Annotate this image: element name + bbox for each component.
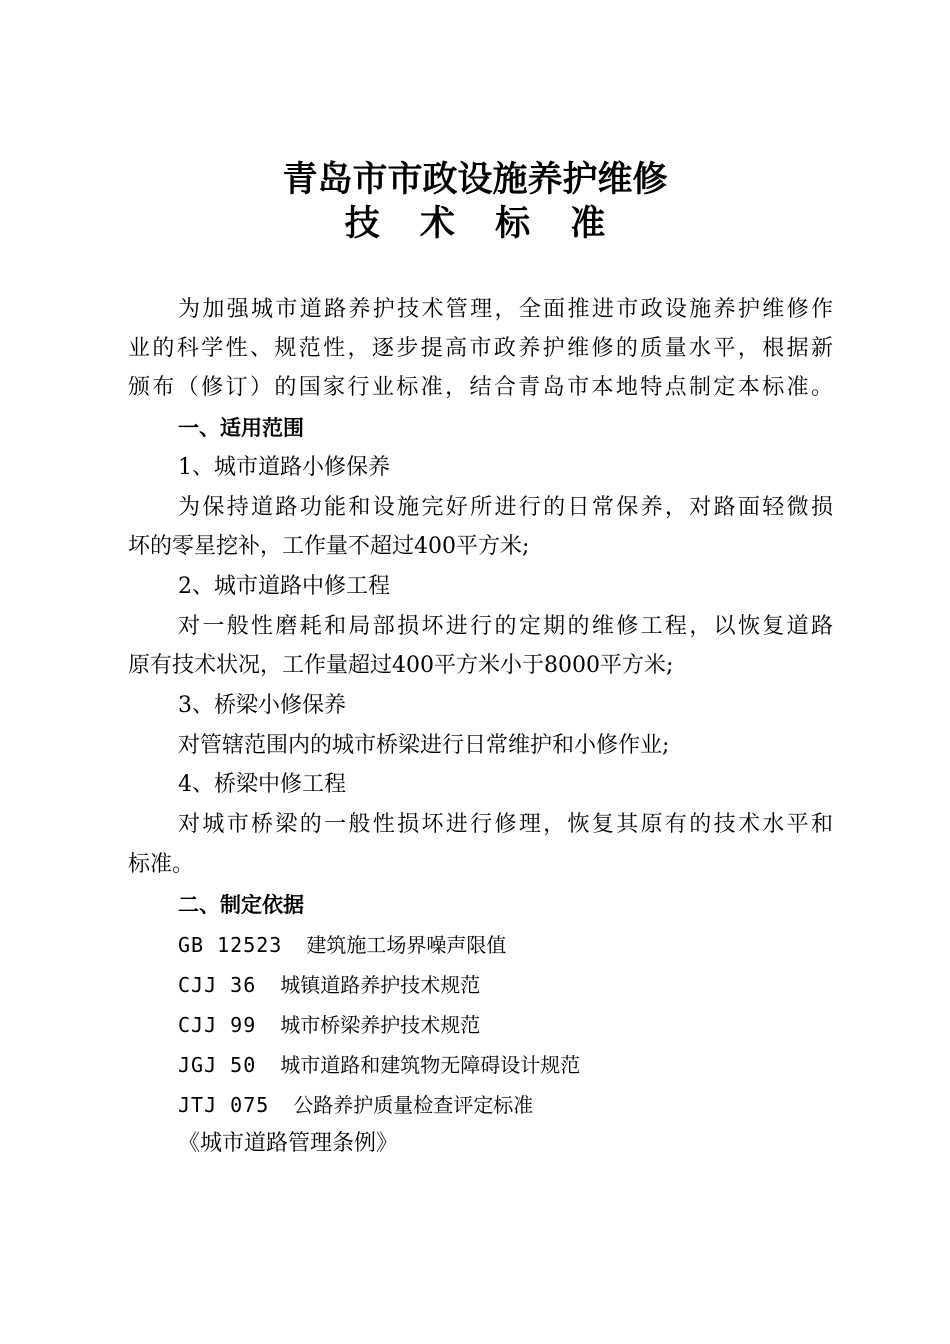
reference-code: CJJ 36 [178,973,257,997]
section-1-heading: 一、适用范围 [178,416,304,440]
reference-code: GB 12523 [178,933,283,957]
reference-name: 城市道路和建筑物无障碍设计规范 [280,1053,581,1077]
document-title: 青岛市市政设施养护维修 [282,160,668,200]
item-4-title: 4、桥梁中修工程 [178,772,346,797]
reference-item [178,1085,833,1125]
document-subtitle: 技 术 标 准 [344,204,620,244]
item-2-text-2: 原有技术状况，工作量超过400平方米小于8000平方米; [128,653,674,678]
item-4-text-1: 对城市桥梁的一般性损坏进行修理，恢复其原有的技术水平和 [178,812,833,837]
intro-line-2: 业的科学性、规范性，逐步提高市政养护维修的质量水平，根据新 [128,336,833,361]
item-4-text-2: 标准。 [128,852,195,877]
item-1-text-1: 为保持道路功能和设施完好所进行的日常保养，对路面轻微损 [178,495,833,520]
reference-name: 公路养护质量检查评定标准 [293,1093,534,1117]
reference-name: 建筑施工场界噪声限值 [306,933,507,957]
reference-item [178,1045,833,1085]
item-3-title: 3、桥梁小修保养 [178,693,346,718]
item-1-title: 1、城市道路小修保养 [178,455,390,480]
intro-line-1: 为加强城市道路养护技术管理，全面推进市政设施养护维修作 [178,297,833,322]
item-2-title: 2、城市道路中修工程 [178,574,390,599]
item-2-text-1: 对一般性磨耗和局部损坏进行的定期的维修工程，以恢复道路 [178,614,833,639]
item-1-text-2: 坏的零星挖补，工作量不超过400平方米; [128,534,530,559]
reference-code: JGJ 50 [178,1053,257,1077]
reference-name: 城市桥梁养护技术规范 [280,1013,481,1037]
reference-item [178,925,833,965]
reference-code: CJJ 99 [178,1013,257,1037]
intro-line-3: 颁布（修订）的国家行业标准，结合青岛市本地特点制定本标准。 [128,375,833,400]
reference-item [178,1005,833,1045]
reference-code: JTJ 075 [178,1093,270,1117]
regulation-reference: 《城市道路管理条例》 [178,1131,399,1156]
section-2-heading: 二、制定依据 [178,893,304,917]
reference-item [178,965,833,1005]
reference-name: 城镇道路养护技术规范 [280,973,481,997]
item-3-text-1: 对管辖范围内的城市桥梁进行日常维护和小修作业; [178,733,670,758]
